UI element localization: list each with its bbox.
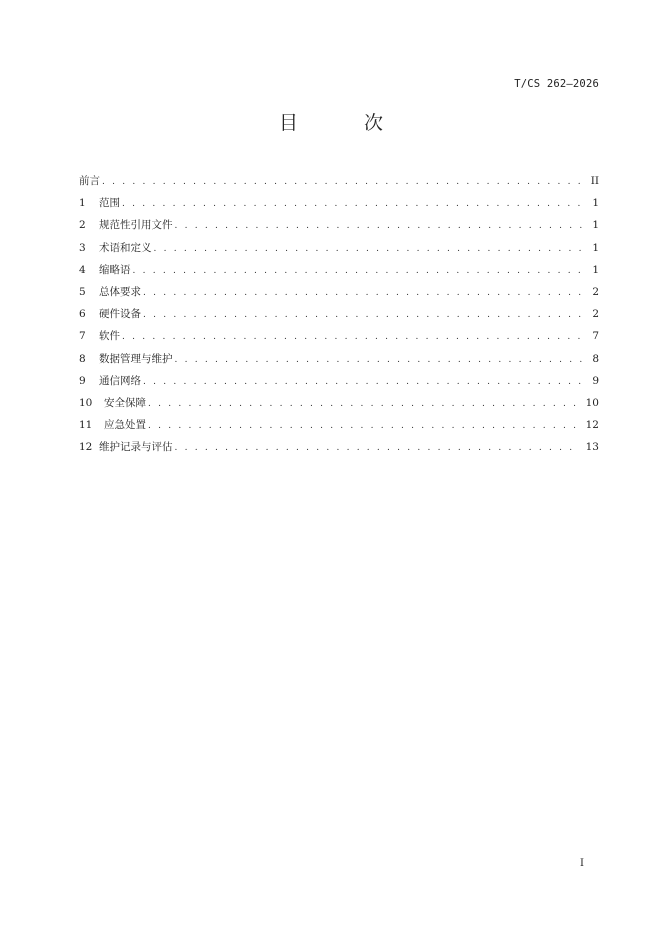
toc-entry-8[interactable] [79,348,599,370]
toc-entry-3[interactable] [79,237,599,259]
toc-leader-dots [154,238,587,260]
toc-entry-label: 范围 [99,197,120,210]
toc-entry-12[interactable] [79,436,599,458]
toc-entry-10[interactable] [79,392,599,414]
toc-entry-number: 7 [79,330,86,343]
toc-entry-page: 2 [592,285,599,298]
toc-leader-dots [143,304,586,326]
table-of-contents [79,170,599,458]
toc-entry-page: 1 [592,197,599,210]
toc-entry-page: 1 [592,219,599,232]
toc-entry-page: 7 [592,330,599,343]
toc-entry-9[interactable] [79,370,599,392]
toc-entry-6[interactable] [79,303,599,325]
toc-leader-dots [175,437,580,459]
toc-leader-dots [148,415,580,437]
page-number: I [580,858,584,869]
toc-entry-4[interactable] [79,259,599,281]
toc-leader-dots [133,260,587,282]
toc-entry-label: 术语和定义 [99,241,152,254]
toc-entry-number: 3 [79,241,86,254]
toc-entry-page: 8 [592,352,599,365]
toc-leader-dots [122,193,586,215]
toc-entry-label: 安全保障 [104,396,146,409]
toc-entry-11[interactable] [79,414,599,436]
toc-leader-dots [148,393,580,415]
toc-entry-label: 前言 [79,175,100,187]
toc-entry-label: 软件 [99,330,120,343]
toc-entry-7[interactable] [79,325,599,347]
toc-entry-number: 12 [79,441,93,454]
toc-entry-number: 5 [79,285,86,298]
toc-entry-page: 9 [592,374,599,387]
toc-entry-label: 缩略语 [99,263,131,276]
toc-entry-5[interactable] [79,281,599,303]
toc-leader-dots [102,171,585,193]
toc-leader-dots [175,349,587,371]
toc-entry-label: 通信网络 [99,374,141,387]
toc-leader-dots [143,282,586,304]
toc-entry-number: 2 [79,219,86,232]
toc-entry-label: 应急处置 [104,419,146,432]
toc-entry-number: 11 [79,419,93,432]
toc-entry-label: 总体要求 [99,285,141,298]
toc-entry-page: 10 [585,396,599,409]
toc-entry-number: 8 [79,352,86,365]
toc-entry-2[interactable] [79,214,599,236]
toc-entry-number: 10 [79,396,93,409]
toc-leader-dots [143,371,586,393]
toc-title: 目 次 [278,112,414,134]
toc-entry-preface[interactable] [79,170,599,192]
toc-leader-dots [175,215,587,237]
toc-entry-page: II [590,175,599,187]
document-code: T/CS 262—2026 [514,78,599,90]
toc-entry-page: 12 [585,419,599,432]
toc-entry-number: 1 [79,197,86,210]
toc-entry-label: 规范性引用文件 [99,219,173,232]
toc-entry-number: 6 [79,308,86,321]
toc-entry-page: 1 [592,241,599,254]
toc-leader-dots [122,326,586,348]
toc-entry-number: 9 [79,374,86,387]
toc-entry-label: 维护记录与评估 [99,441,173,454]
toc-entry-page: 2 [592,308,599,321]
toc-entry-label: 数据管理与维护 [99,352,173,365]
toc-entry-number: 4 [79,263,86,276]
toc-entry-1[interactable] [79,192,599,214]
toc-entry-page: 1 [592,263,599,276]
toc-entry-page: 13 [585,441,599,454]
toc-entry-label: 硬件设备 [99,308,141,321]
